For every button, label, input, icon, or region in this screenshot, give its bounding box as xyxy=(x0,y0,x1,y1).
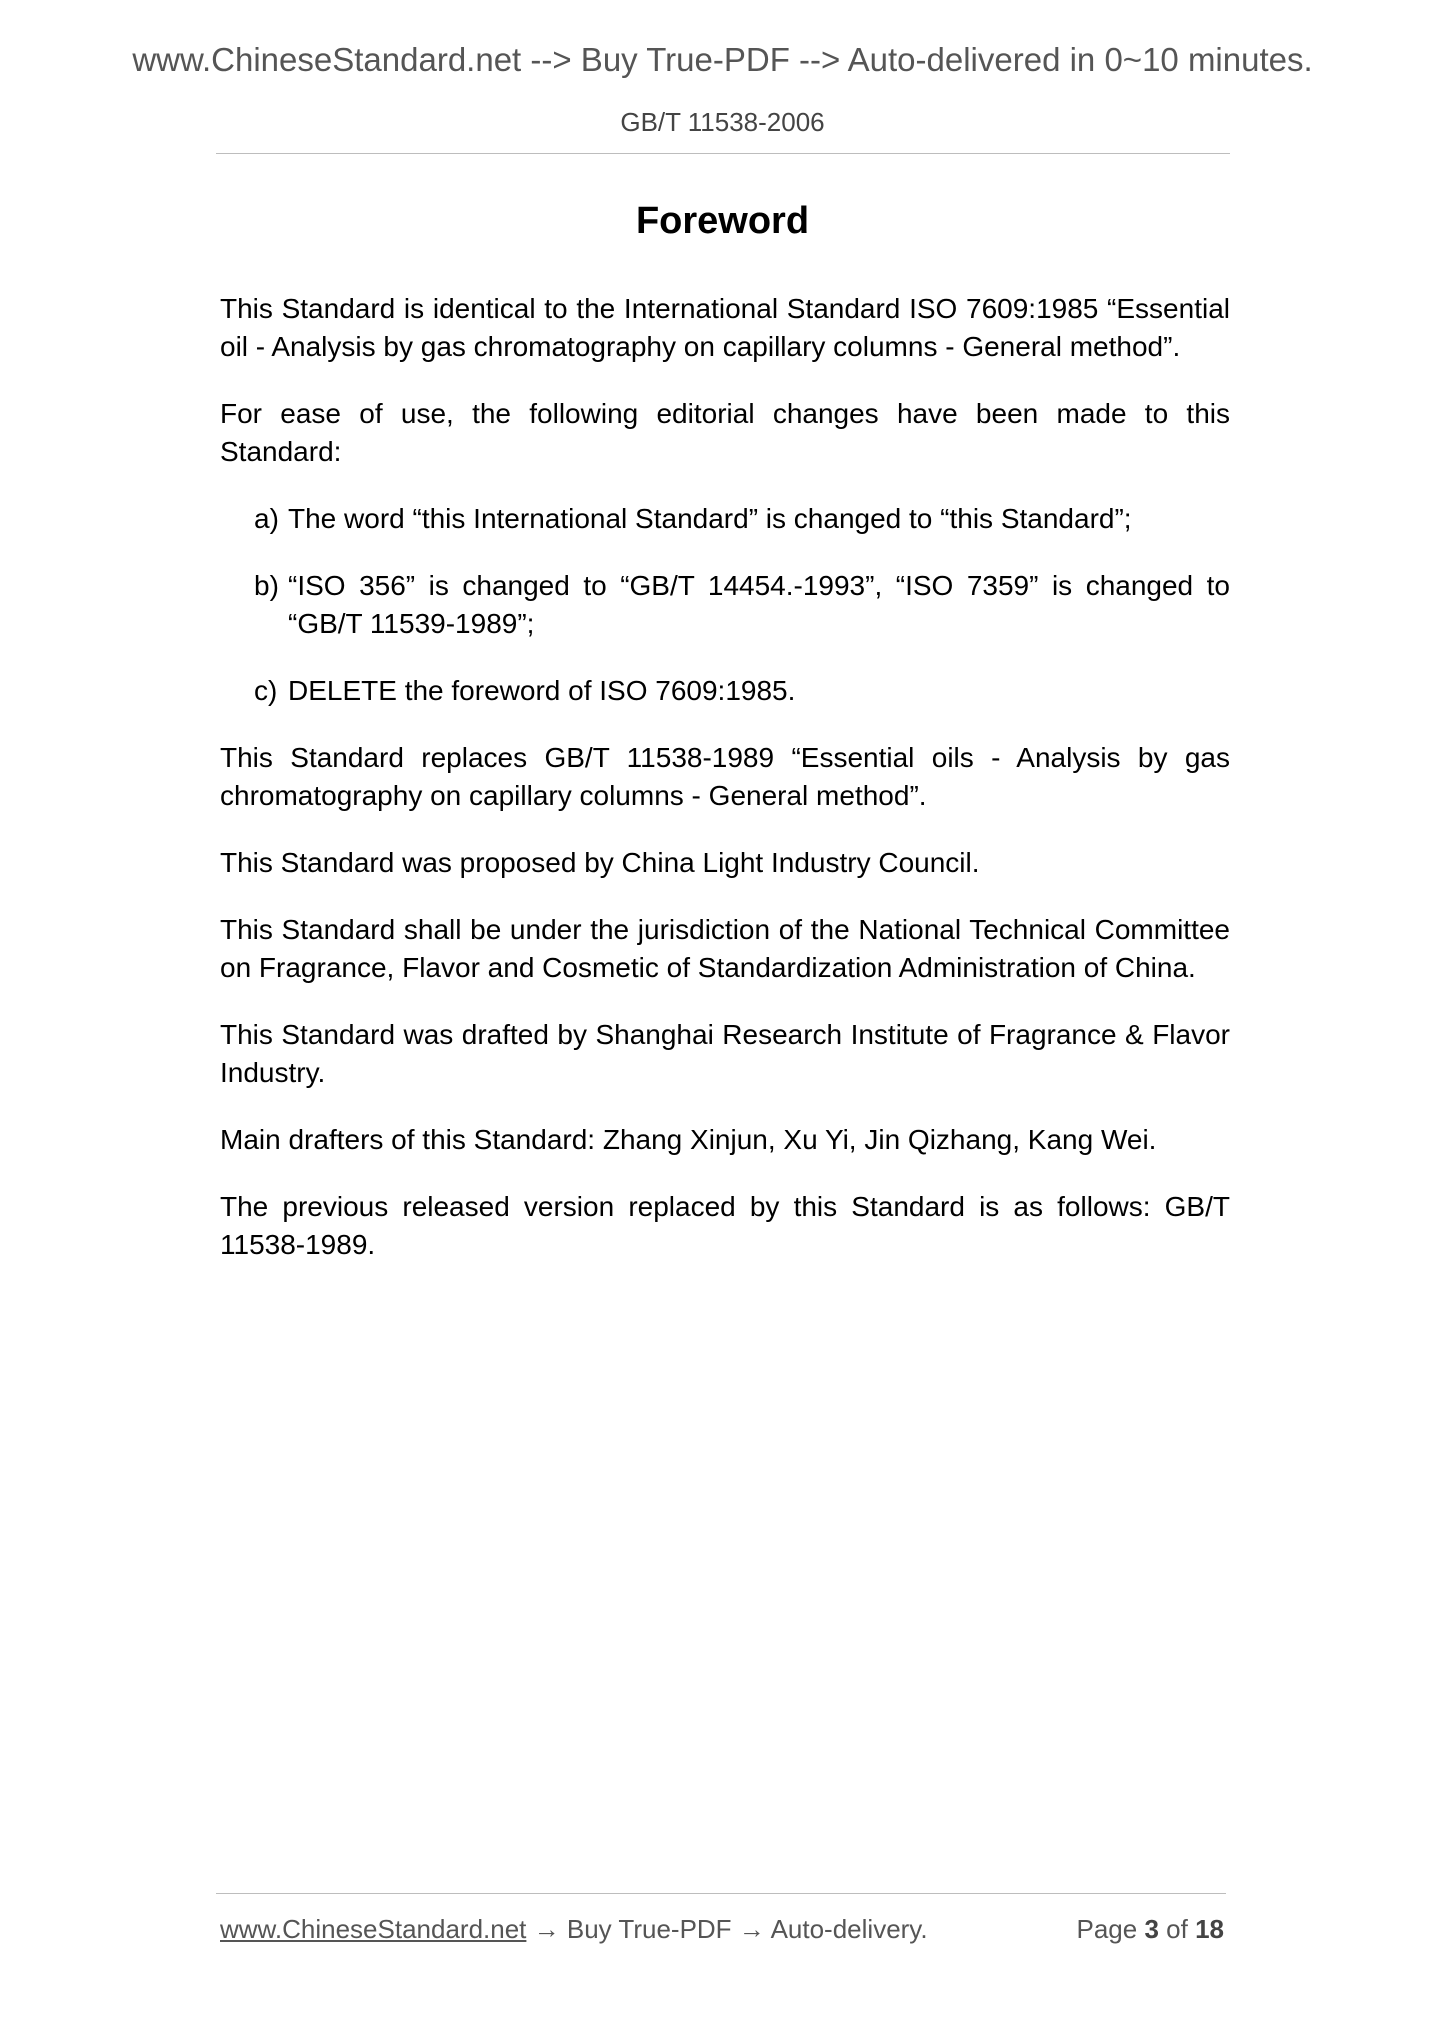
list-item xyxy=(254,567,1230,643)
paragraph-proposed-by: This Standard was proposed by China Light Industry Council. xyxy=(220,847,980,878)
list-item-text: DELETE the foreword of ISO 7609:1985. xyxy=(288,675,796,706)
paragraph-identical-standard: This Standard is identical to the International Standard ISO 7609:1985 “Essential oil - Analysis by gas chromatography on capillary columns - General method”. xyxy=(220,293,1230,362)
page-total: 18 xyxy=(1195,1914,1224,1944)
header-divider xyxy=(216,153,1230,154)
paragraph-editorial-changes: For ease of use, the following editorial changes have been made to this Standard: xyxy=(220,398,1230,467)
page-current: 3 xyxy=(1144,1914,1159,1944)
page-label: Page xyxy=(1076,1914,1138,1944)
footer-website-link[interactable]: www.ChineseStandard.net xyxy=(220,1914,527,1944)
list-item xyxy=(254,672,1230,710)
footer-divider xyxy=(216,1893,1226,1894)
paragraph-replaces: This Standard replaces GB/T 11538-1989 “Essential oils - Analysis by gas chromatography on capillary columns - General method”. xyxy=(220,742,1230,811)
list-item xyxy=(254,500,1230,538)
foreword-body xyxy=(220,290,1230,1293)
paragraph-main-drafters: Main drafters of this Standard: Zhang Xinjun, Xu Yi, Jin Qizhang, Kang Wei. xyxy=(220,1124,1157,1155)
list-marker: b) xyxy=(254,570,279,601)
paragraph-drafted-by: This Standard was drafted by Shanghai Research Institute of Fragrance & Flavor Industry. xyxy=(220,1019,1230,1088)
list-marker: c) xyxy=(254,675,278,706)
page-title: Foreword xyxy=(635,200,810,242)
footer-delivery-text: → Buy True-PDF → Auto-delivery. xyxy=(526,1914,928,1944)
top-banner: www.ChineseStandard.net --> Buy True-PDF --> Auto-delivered in 0~10 minutes. xyxy=(132,41,1313,78)
list-item-text: The word “this International Standard” is changed to “this Standard”; xyxy=(288,503,1132,534)
list-marker: a) xyxy=(254,503,279,534)
page-of-label: of xyxy=(1166,1914,1188,1944)
page-footer xyxy=(220,1912,1224,1946)
paragraph-previous-version: The previous released version replaced by this Standard is as follows: GB/T 11538-1989. xyxy=(220,1191,1230,1260)
page-number xyxy=(1076,1912,1224,1946)
list-item-text: “ISO 356” is changed to “GB/T 14454.-1993”, “ISO 7359” is changed to “GB/T 11539-1989”; xyxy=(288,570,1230,639)
document-code: GB/T 11538-2006 xyxy=(620,107,825,137)
paragraph-jurisdiction: This Standard shall be under the jurisdiction of the National Technical Committee on Fragrance, Flavor and Cosmetic of Standardization Administration of China. xyxy=(220,914,1230,983)
